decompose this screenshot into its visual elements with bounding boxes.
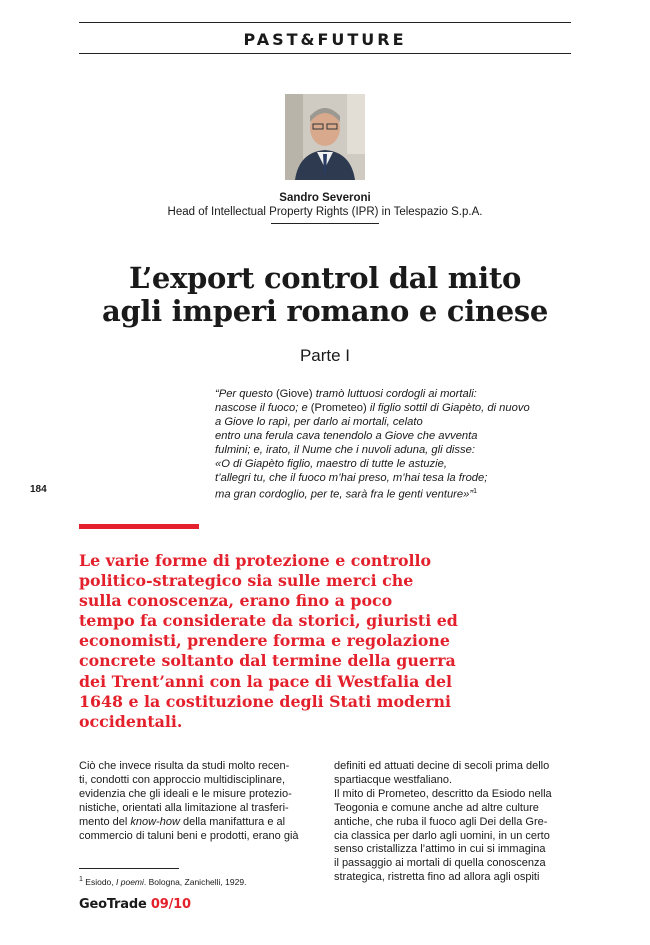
body-line: strategica, ristretta fino ad allora agli ospiti [334, 871, 540, 884]
article-title-line: L’export control dal mito [128, 261, 521, 295]
brand-name: GeoTrade [79, 897, 147, 912]
body-line: ti, condotti con approccio multidisciplinare, [79, 773, 286, 786]
author-role: Head of Intellectual Property Rights (IPR) in Telespazio S.p.A. [167, 206, 483, 218]
body-line: definiti ed attuati decine di secoli prima dello [334, 760, 550, 772]
article-title [60, 262, 590, 328]
article-title-line: agli imperi romano e cinese [101, 294, 549, 328]
body-line: il passaggio ai mortali di quella conoscenza [334, 857, 546, 870]
magazine-brand [79, 897, 191, 912]
footnote-rule [79, 868, 179, 869]
lead-line: dei Trent’anni con la pace di Westfalia del [79, 671, 452, 691]
epigraph-line: “Per questo (Giove) tramò luttuosi cordogli ai mortali: [215, 388, 477, 400]
epigraph-line: a Giove lo rapì, per darlo ai mortali, celato [215, 416, 423, 428]
body-line: Il mito di Prometeo, descritto da Esiodo nella [334, 787, 552, 800]
body-line: commercio di taluni beni e prodotti, erano già [79, 829, 299, 842]
body-line: Ciò che invece risulta da studi molto recen- [79, 760, 290, 772]
body-line: evidenzia che gli ideali e le misure protezio- [79, 787, 292, 800]
lead-line: economisti, prendere forma e regolazione [79, 631, 450, 651]
epigraph-line: entro una ferula cava tenendolo a Giove che avventa [215, 430, 478, 442]
body-line: senso cristallizza l’attimo in cui si immagina [334, 843, 546, 856]
body-column-left [79, 760, 319, 843]
body-line: cia classica per darlo agli uomini, in un certo [334, 829, 550, 842]
footnote: $^1$ Esiodo, I poemi. Bologna, Zanichelli, 1929. [79, 875, 247, 887]
header-top-rule [79, 22, 571, 23]
lead-line: 1648 e la costituzione degli Stati moderni [79, 691, 451, 711]
page-number: 184 [30, 484, 47, 495]
epigraph-line: t’allegri tu, che il fuoco m’hai preso, m’hai tesa la frode; [215, 472, 488, 484]
body-column-right [334, 760, 574, 885]
epigraph-line: fulmini; e, irato, il Nume che i nuvoli aduna, gli disse: [215, 444, 475, 456]
body-line: Teogonia e comune anche ad altre culture [334, 801, 539, 814]
epigraph-line: «O di Giapèto figlio, maestro di tutte le astuzie, [215, 458, 447, 470]
lead-line: occidentali. [79, 711, 183, 731]
lead-paragraph [79, 551, 459, 732]
issue-number: 09/10 [150, 897, 191, 912]
lead-line: politico-strategico sia sulle merci che [79, 571, 414, 591]
epigraph-line: ma gran cordoglio, per te, sarà fra le genti venture»”$^1$ [215, 488, 477, 501]
lead-line: sulla conoscenza, erano fino a poco [79, 591, 393, 611]
header-bottom-rule [79, 53, 571, 54]
footnote-reference: 1 [473, 488, 477, 495]
section-title: PAST&FUTURE [243, 30, 407, 49]
body-line: mento del know-how della manifattura e al [79, 815, 286, 828]
lead-line: tempo fa considerate da storici, giuristi ed [79, 611, 458, 631]
lead-line: Le varie forme di protezione e controllo [79, 551, 432, 570]
author-underline [271, 223, 379, 224]
author-name: Sandro Severoni [279, 192, 371, 204]
body-line: antiche, che ruba il fuoco agli Dei della Gre- [334, 815, 548, 828]
author-photo [285, 94, 365, 180]
body-line: nistiche, orientati alla limitazione al trasferi- [79, 801, 289, 814]
epigraph-line: nascose il fuoco; e (Prometeo) il figlio sottil di Giapèto, di nuovo [215, 402, 530, 414]
lead-accent-bar [79, 524, 199, 529]
lead-line: concrete soltanto dal termine della guerra [79, 651, 456, 671]
article-part: Parte I [299, 346, 351, 365]
body-line: spartiacque westfaliano. [334, 773, 453, 786]
epigraph-quote [215, 387, 585, 502]
